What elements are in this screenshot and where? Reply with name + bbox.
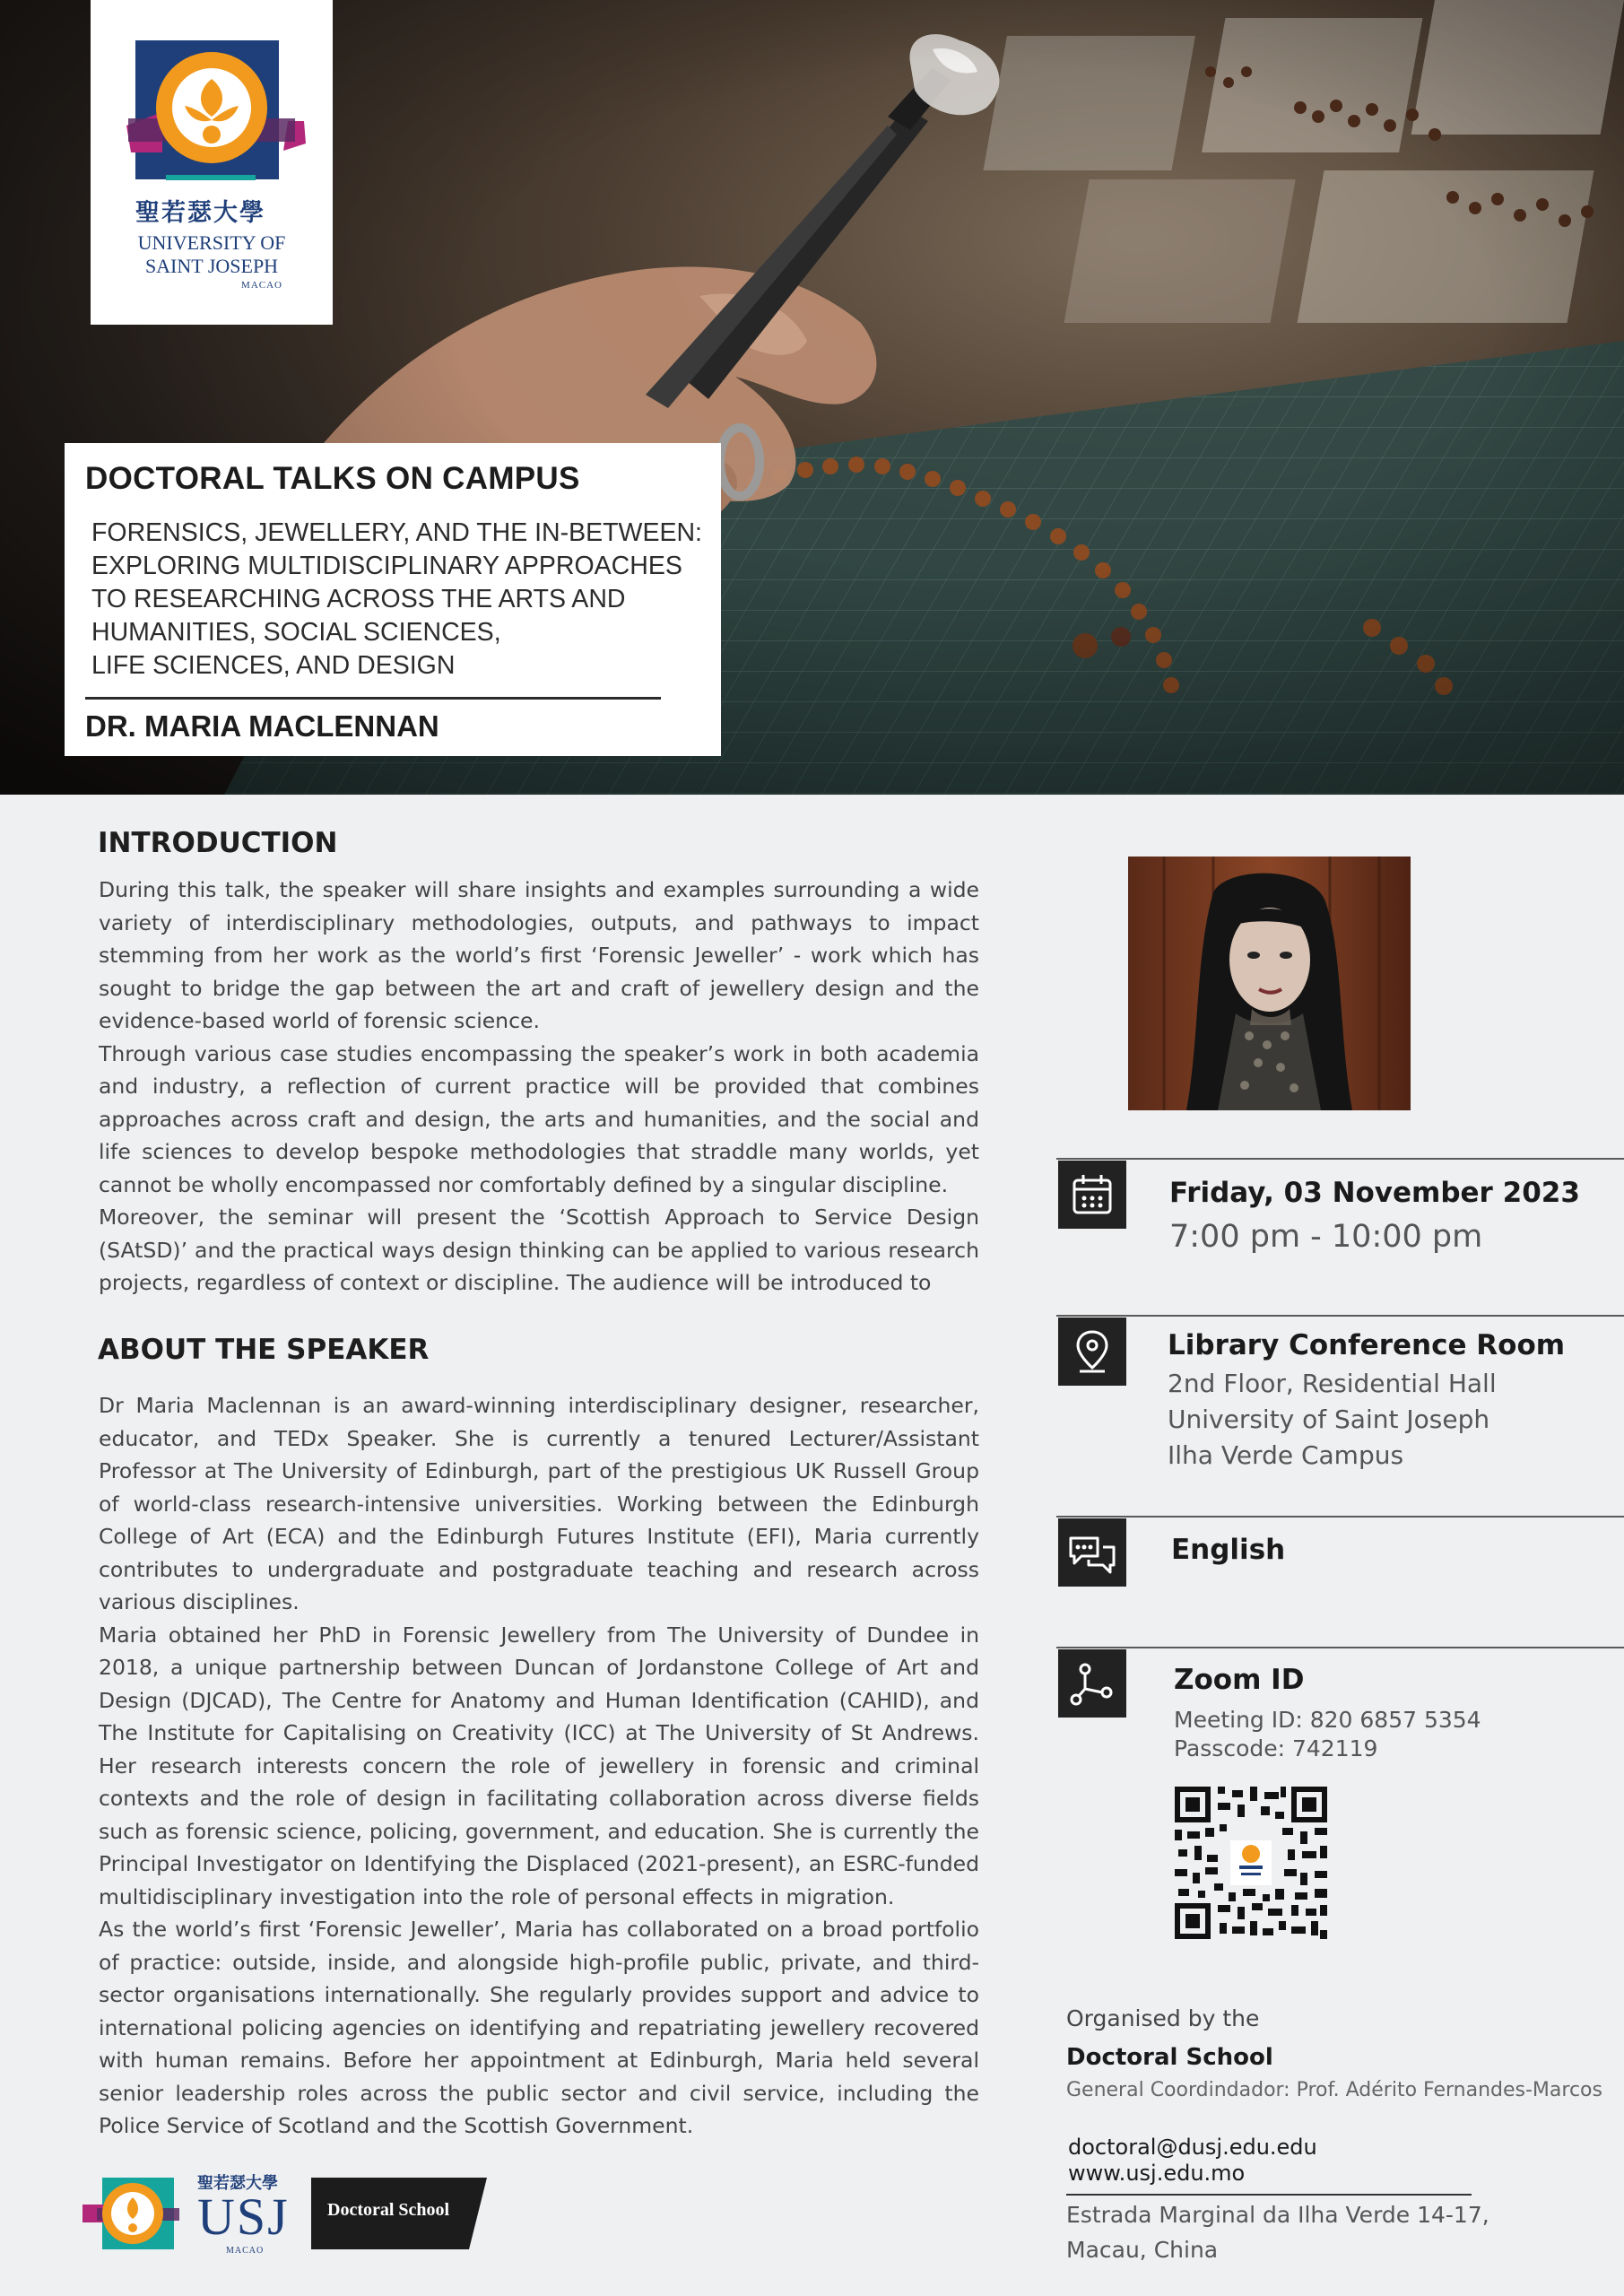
- introduction-paragraph: Through various case studies encompassing the speaker’s work in both academia and industry, a reflection of current practice will be provided that combines approaches across craft and design, the arts and humanities, and the social and life sciences to develop bespoke methodologies that straddle many worlds, yet cannot be wholly encompassed nor comfortably defined by a singular discipline.: [99, 1040, 979, 1197]
- zoom-passcode: Passcode: 742119: [1174, 1735, 1378, 1761]
- organiser-email[interactable]: doctoral@dusj.edu.edu: [1068, 2135, 1317, 2160]
- introduction-heading: INTRODUCTION: [98, 827, 338, 859]
- event-date: Friday, 03 November 2023: [1169, 1177, 1580, 1209]
- logo-chinese-name: 聖若瑟大學: [135, 199, 265, 227]
- hero-banner: [0, 0, 1624, 795]
- footer-usj-logo: [83, 2167, 307, 2261]
- organiser-address-line: Estrada Marginal da Ilha Verde 14-17,: [1066, 2202, 1489, 2228]
- location-icon-box: [1058, 1318, 1126, 1386]
- calendar-icon-box: [1058, 1161, 1126, 1229]
- organiser-name: Doctoral School: [1066, 2044, 1273, 2071]
- about-speaker-text: [99, 1389, 979, 2143]
- introduction-text: [99, 874, 979, 1298]
- speaker-portrait: [1128, 857, 1411, 1110]
- speaker-photo: [1128, 857, 1411, 1110]
- about-paragraph: Maria obtained her PhD in Forensic Jewellery from The University of Dundee in 2018, a unique partnership between Duncan of Jordanstone College of Art and Design (DJCAD), The Centre for Anatomy and Human Identification (CAHID), and The Institute for Capitalising on Creativity (ICC) at The University of St Andrews. Her research interests concern the role of jewellery in forensic and criminal contexts and the role of design in facilitating collaboration across diverse fields such as forensic science, policing, government, and education. She is currently the Principal Investigator on Identifying the Displaced (2021-present), an ESRC-funded multidisciplinary investigation into the role of personal effects in migration.: [99, 1622, 979, 1909]
- venue-line: University of Saint Joseph: [1168, 1405, 1490, 1434]
- info-divider: [1056, 1158, 1624, 1160]
- organiser-divider: [1066, 2194, 1472, 2196]
- doctoral-school-badge: Doctoral School: [327, 2200, 450, 2220]
- talk-title-line: HUMANITIES, SOCIAL SCIENCES,: [91, 618, 501, 647]
- venue-line: 2nd Floor, Residential Hall: [1168, 1369, 1497, 1398]
- organiser-website[interactable]: www.usj.edu.mo: [1068, 2161, 1246, 2186]
- talk-title: [91, 517, 710, 683]
- footer-logo-abbrev: USJ: [197, 2187, 290, 2246]
- series-title: DOCTORAL TALKS ON CAMPUS: [85, 461, 580, 496]
- logo-name-line1: UNIVERSITY OF: [137, 231, 286, 254]
- chat-bubbles-icon: [1058, 1518, 1126, 1587]
- zoom-heading: Zoom ID: [1174, 1664, 1305, 1696]
- talk-title-line: TO RESEARCHING ACROSS THE ARTS AND: [91, 585, 626, 613]
- footer-logo-macao: MACAO: [226, 2246, 265, 2256]
- zoom-qr-code[interactable]: [1175, 1787, 1327, 1943]
- venue-name: Library Conference Room: [1168, 1329, 1566, 1361]
- share-nodes-icon: [1058, 1649, 1126, 1718]
- talk-title-line: LIFE SCIENCES, AND DESIGN: [91, 651, 456, 680]
- language-icon-box: [1058, 1518, 1126, 1587]
- title-divider: [85, 697, 661, 700]
- event-time: 7:00 pm - 10:00 pm: [1169, 1219, 1483, 1255]
- usj-crest-icon: [83, 2167, 190, 2261]
- university-logo: [91, 0, 333, 325]
- speaker-name: DR. MARIA MACLENNAN: [85, 709, 439, 743]
- talk-title-line: FORENSICS, JEWELLERY, AND THE IN-BETWEEN:: [91, 518, 702, 547]
- introduction-paragraph: Moreover, the seminar will present the ‘Scottish Approach to Service Design (SAtSD)’ and the practical ways design thinking can be applied to various research projects, regardless of context or discipline. The audience will be introduced to: [99, 1205, 979, 1295]
- introduction-paragraph: During this talk, the speaker will share insights and examples surrounding a wide variety of interdisciplinary methodologies, outputs, and pathways to impact stemming from her work as the world’s first ‘Forensic Jeweller’ - work which has sought to bridge the gap between the art and craft of jewellery design and the evidence-based world of forensic science.: [99, 877, 979, 1033]
- calendar-icon: [1058, 1161, 1126, 1229]
- info-divider: [1056, 1315, 1624, 1317]
- venue-line: Ilha Verde Campus: [1168, 1440, 1404, 1470]
- about-paragraph: As the world’s first ‘Forensic Jeweller’, Maria has collaborated on a broad portfolio of practice: outside, inside, and alongside high-profile public, private, and third-sector organisations internationally. She regularly provides support and advice to international policing agencies on identifying and repatriating jewellery recovered with human remains. Before her appointment at Edinburgh, Maria held several senior leadership roles across the public sector and civil service, including the Police Service of Scotland and the Scottish Government.: [99, 1917, 979, 2138]
- info-divider: [1056, 1516, 1624, 1518]
- qr-code-icon: [1175, 1787, 1327, 1939]
- about-speaker-heading: ABOUT THE SPEAKER: [98, 1334, 430, 1366]
- logo-name-line2: SAINT JOSEPH: [144, 255, 279, 277]
- zoom-meeting-id: Meeting ID: 820 6857 5354: [1174, 1707, 1481, 1733]
- logo-name-line3: MACAO: [241, 280, 282, 291]
- about-paragraph: Dr Maria Maclennan is an award-winning interdisciplinary designer, researcher, educator, and TEDx Speaker. She is currently a tenured Lecturer/Assistant Professor at The University of Edinburgh, part of the prestigious UK Russell Group of world-class research-intensive universities. Working between the Edinburgh College of Art (ECA) and the Edinburgh Futures Institute (EFI), Maria currently contributes to undergraduate and postgraduate teaching and research across various disciplines.: [99, 1393, 979, 1614]
- footer-logo-chinese: 聖若瑟大學: [197, 2174, 278, 2193]
- event-language: English: [1171, 1534, 1286, 1566]
- organiser-coordinator: General Coordindador: Prof. Adérito Fernandes-Marcos: [1066, 2079, 1602, 2101]
- talk-title-card: [65, 443, 721, 756]
- location-pin-icon: [1058, 1318, 1126, 1386]
- info-divider: [1056, 1647, 1624, 1648]
- talk-title-line: EXPLORING MULTIDISCIPLINARY APPROACHES: [91, 552, 682, 580]
- organiser-address-line: Macau, China: [1066, 2237, 1219, 2263]
- zoom-icon-box: [1058, 1649, 1126, 1718]
- organiser-intro: Organised by the: [1066, 2005, 1260, 2031]
